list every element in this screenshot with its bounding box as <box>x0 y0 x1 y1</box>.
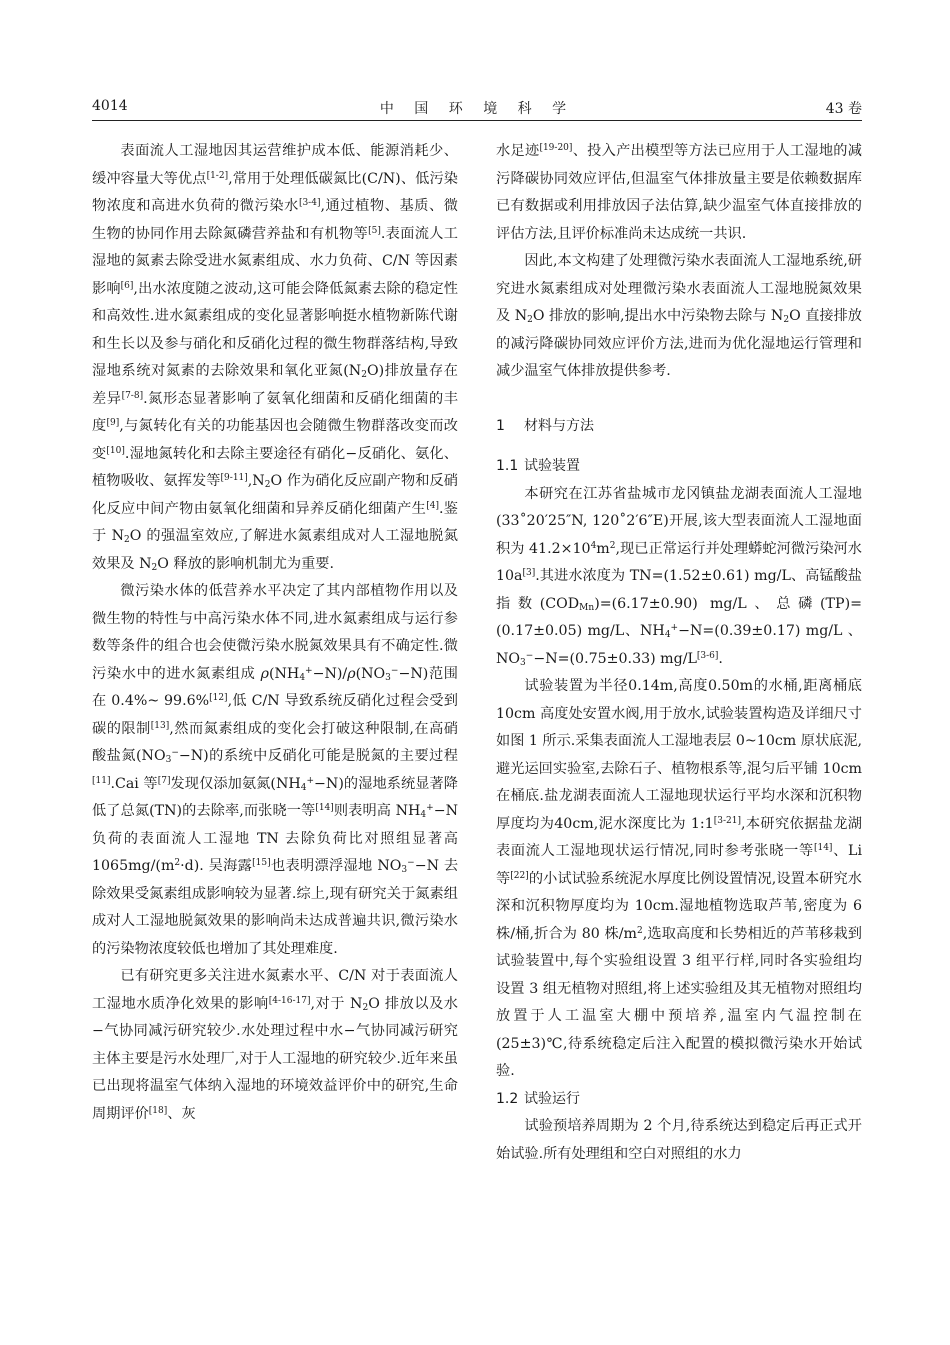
subsection-heading-apparatus: 1.1 试验装置 <box>496 458 580 474</box>
citation: [9] <box>106 418 120 428</box>
paragraph-intro-3-cont: 水足迹[19-20]、投入产出模型等方法已应用于人工湿地的减污降碳协同效应评估,但温室气体排放量主要是依赖数据库已有数据或利用排放因子法估算,缺少温室气体直接排放的评估方法,且评价标准尚未达成统一共识. <box>496 143 862 242</box>
citation: [10] <box>106 445 125 456</box>
citation: [15] <box>252 858 271 868</box>
citation: [7-8] <box>121 390 144 401</box>
running-header <box>92 98 862 121</box>
citation: [6] <box>120 280 134 291</box>
citation: [4-16-17] <box>268 995 311 1006</box>
citation: [3-4] <box>298 198 321 208</box>
volume-number: 43 卷 <box>825 101 862 117</box>
citation: [1-2] <box>206 170 229 181</box>
citation: [22] <box>510 870 529 881</box>
citation: [9-11] <box>220 473 248 483</box>
journal-name: 中 国 环 境 科 学 <box>379 101 575 117</box>
paragraph-apparatus-2: 试验装置为半径0.14m,高度0.50m的水桶,距离桶底 10cm 高度处安置水阀,用于放水,试验装置构造及详细尺寸如图 1 所示.采集表面流人工湿地表层 0~10cm 原状底泥,避光运回实验室,去除石子、植物根系等,混匀后平铺 10cm 在桶底.盐龙湖表面流人工湿地现状运行平均水深和沉积物厚度均为40cm,泥水深度比为 1:1[3-21],本研究依据盐龙湖表面流人工湿地现状运行情况,同时参考张晓一等[14]、Li 等[22]的小试试验系统泥水厚度比例设置情况,设置本研究水深和沉积物厚度均为 10cm.湿地植物选取芦苇,密度为 6 株/桶,折合为 80 株$/m^2$,选取高度和长势相近的芦苇移栽到试验装置中,每个实验组设置 3 组平行样,同时各实验组均设置 3 组无植物对照组,将上述实验组及其无植物对照组均放置于人工温室大棚中预培养,温室内气温控制在(25±3)℃,待系统稳定后注入配置的模拟微污染水开始试验. <box>496 678 863 1079</box>
left-column <box>92 138 458 1128</box>
paragraph-intro-4: 因此,本文构建了处理微污染水表面流人工湿地系统,研究进水氮素组成对处理微污染水表面流人工湿地脱氮效果及 $N_2O$ 排放的影响,提出水中污染物去除与 $N_2O$ 直接排放的减污降碳协同效应评价方法,进而为优化湿地运行管理和减少温室气体排放提供参考. <box>496 253 862 379</box>
paragraph-intro-2: 微污染水体的低营养水平决定了其内部植物作用以及微生物的特性与中高污染水体不同,进水氮素组成与运行参数等条件的组合也会使微污染水脱氮效果具有不确定性.微污染水中的进水氮素组成 $\rho(NH_4^+-N)/\rho(NO_3^--N)$范围在 0.4%~ 99.6%[12],低 C/N 导致系统反硝化过程会受到碳的限制[13],然而氮素组成的变化会打破这种限制,在高硝酸盐氮$(NO_3^--N)$的系统中反硝化可能是脱氮的主要过程[11].Cai 等[7]发现仅添加氨氮$(NH_4^+-N)$的湿地系统显著降低了总氮(TN)的去除率,而张晓一等[14]则表明高 $NH_4^+-N$ 负荷的表面流人工湿地 TN 去除负荷比对照组显著高 $1065mg/(m^2\cdot d)$. 吴海露[15]也表明漂浮湿地 $NO_3^--N$ 去除效果受氮素组成影响较为显著.综上,现有研究关于氮素组成对人工湿地脱氮效果的影响尚未达成普遍共识,微污染水的污染物浓度较低也增加了其处理难度. <box>92 583 459 957</box>
citation: [14] <box>315 803 334 813</box>
subsection-heading-operation: 1.2 试验运行 <box>496 1090 580 1107</box>
citation: [18] <box>148 1105 168 1116</box>
citation: [19-20] <box>539 143 573 153</box>
section-heading-materials-methods: 1 材料与方法 <box>496 417 594 434</box>
paragraph-operation-1: 试验预培养周期为 2 个月,待系统达到稳定后再正式开始试验.所有处理组和空白对照组的水力 <box>496 1118 862 1162</box>
citation: [3] <box>522 568 536 578</box>
citation: [12] <box>209 693 228 703</box>
paragraph-intro-3: 已有研究更多关注进水氮素水平、C/N 对于表面流人工湿地水质净化效果的影响[4-16-17],对于 $N_2O$ 排放以及水−气协同减污研究较少.水处理过程中水−气协同减污研究主体主要是污水处理厂,对于人工湿地的研究较少.近年来虽已出现将温室气体纳入湿地的环境效益评价中的研究,生命周期评价[18]、灰 <box>92 968 458 1122</box>
paragraph-intro-1: 表面流人工湿地因其运营维护成本低、能源消耗少、缓冲容量大等优点[1-2],常用于处理低碳氮比(C/N)、低污染物浓度和高进水负荷的微污染水[3-4],通过植物、基质、微生物的协同作用去除氮磷营养盐和有机物等[5].表面流人工湿地的氮素去除受进水氮素组成、水力负荷、C/N 等因素影响[6],出水浓度随之波动,这可能会降低氮素去除的稳定性和高效性.进水氮素组成的变化显著影响挺水植物新陈代谢和生长以及参与硝化和反硝化过程的微生物群落结构,导致湿地系统对氮素的去除效果和氧化亚氮$(N_2O)$排放量存在差异[7-8].氮形态显著影响了氨氧化细菌和反硝化细菌的丰度[9],与氮转化有关的功能基因也会随微生物群落改变而改变[10].湿地氮转化和去除主要途径有硝化−反硝化、氨化、植物吸收、氨挥发等$[9-11],N_2O$ 作为硝化反应副产物和反硝化反应中间产物由氨氧化细菌和异养反硝化细菌产生[4].鉴于 $N_2O$ 的强温室效应,了解进水氮素组成对人工湿地脱氮效果及 $N_2O$ 释放的影响机制尤为重要. <box>92 143 458 573</box>
paragraph-apparatus-1: 本研究在江苏省盐城市龙冈镇盐龙湖表面流人工湿地(33˚20′25″N, 120˚2′6″E)开展,该大型表面流人工湿地面积为 $41.2\times 10^4m^2$,现已正常运行并处理蟒蛇河微污染河水 10a[3].其进水浓度为 TN=(1.52±0.61) mg/L、高锰酸盐指数$(COD_{Mn})=(6.17\pm 0.90)$ mg/L、总磷(TP)=(0.17±0.05) mg/L、$NH_4^+-N=(0.39\pm 0.17)$ mg/L 、$NO_3^--N=(0.75\pm 0.33)$ mg/L[3-6]. <box>496 485 862 668</box>
citation: [11] <box>92 775 111 786</box>
citation: [13] <box>150 720 170 731</box>
citation: [5] <box>368 225 381 236</box>
citation: [7] <box>157 775 171 786</box>
citation: [4] <box>426 500 439 511</box>
right-column <box>496 138 862 1168</box>
citation: [3-6] <box>696 650 719 661</box>
page-number: 4014 <box>92 98 128 114</box>
citation: [14] <box>813 843 833 853</box>
citation: [3-21] <box>713 815 741 826</box>
